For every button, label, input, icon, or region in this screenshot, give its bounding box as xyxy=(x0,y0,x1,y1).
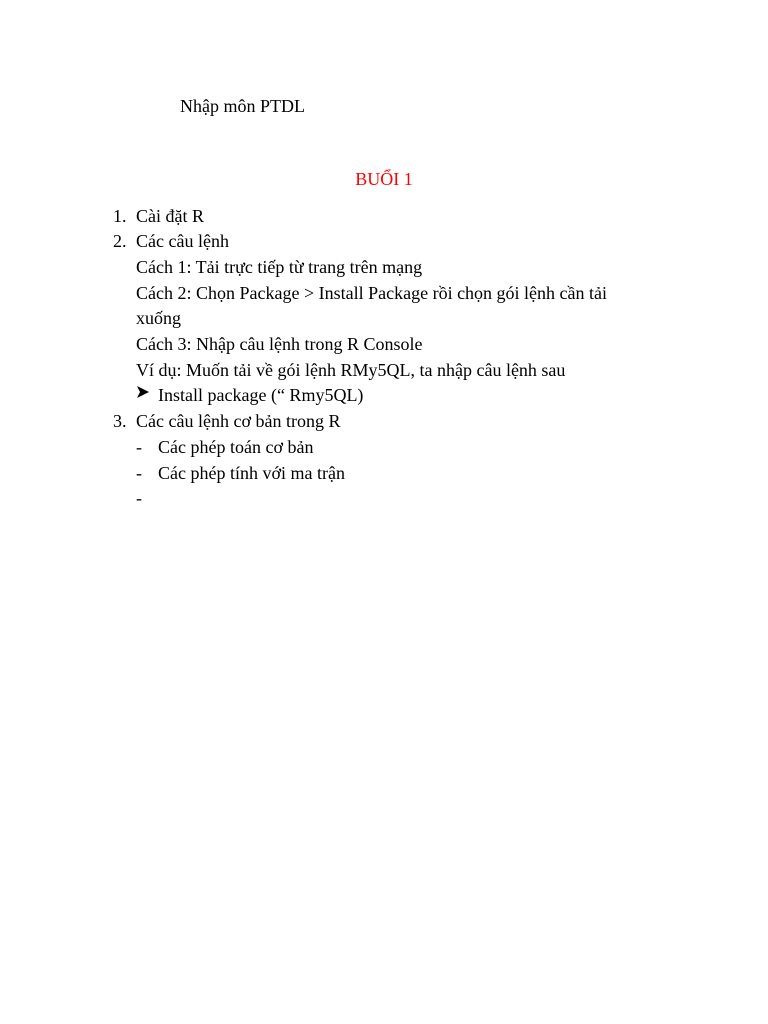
dash-marker-1: - xyxy=(136,437,142,457)
method-2-line: Cách 2: Chọn Package > Install Package rồi chọn gói lệnh cần tải xyxy=(136,283,608,303)
list-item-commands: Các câu lệnh xyxy=(136,231,229,251)
dash-item-basic-operations: Các phép toán cơ bản xyxy=(158,437,314,457)
list-item-install-r: Cài đặt R xyxy=(136,206,204,226)
dash-marker-3: - xyxy=(136,488,142,508)
list-item-basic-commands: Các câu lệnh cơ bản trong R xyxy=(136,411,341,431)
session-heading: BUỔI 1 xyxy=(355,169,413,189)
dash-item-matrix-operations: Các phép tính với ma trận xyxy=(158,463,345,483)
list-number-2: 2. xyxy=(113,231,127,251)
example-line: Ví dụ: Muốn tải về gói lệnh RMy5QL, ta nhập câu lệnh sau xyxy=(136,360,566,380)
method-2-continuation: xuống xyxy=(136,308,181,328)
install-package-command: Install package (“ Rmy5QL) xyxy=(158,385,364,405)
method-3-line: Cách 3: Nhập câu lệnh trong R Console xyxy=(136,334,423,354)
list-number-1: 1. xyxy=(113,206,127,226)
document-title: Nhập môn PTDL xyxy=(180,96,305,116)
list-number-3: 3. xyxy=(113,411,127,431)
method-1-line: Cách 1: Tải trực tiếp từ trang trên mạng xyxy=(136,257,423,277)
dash-marker-2: - xyxy=(136,463,142,483)
arrow-bullet-icon xyxy=(136,385,150,399)
